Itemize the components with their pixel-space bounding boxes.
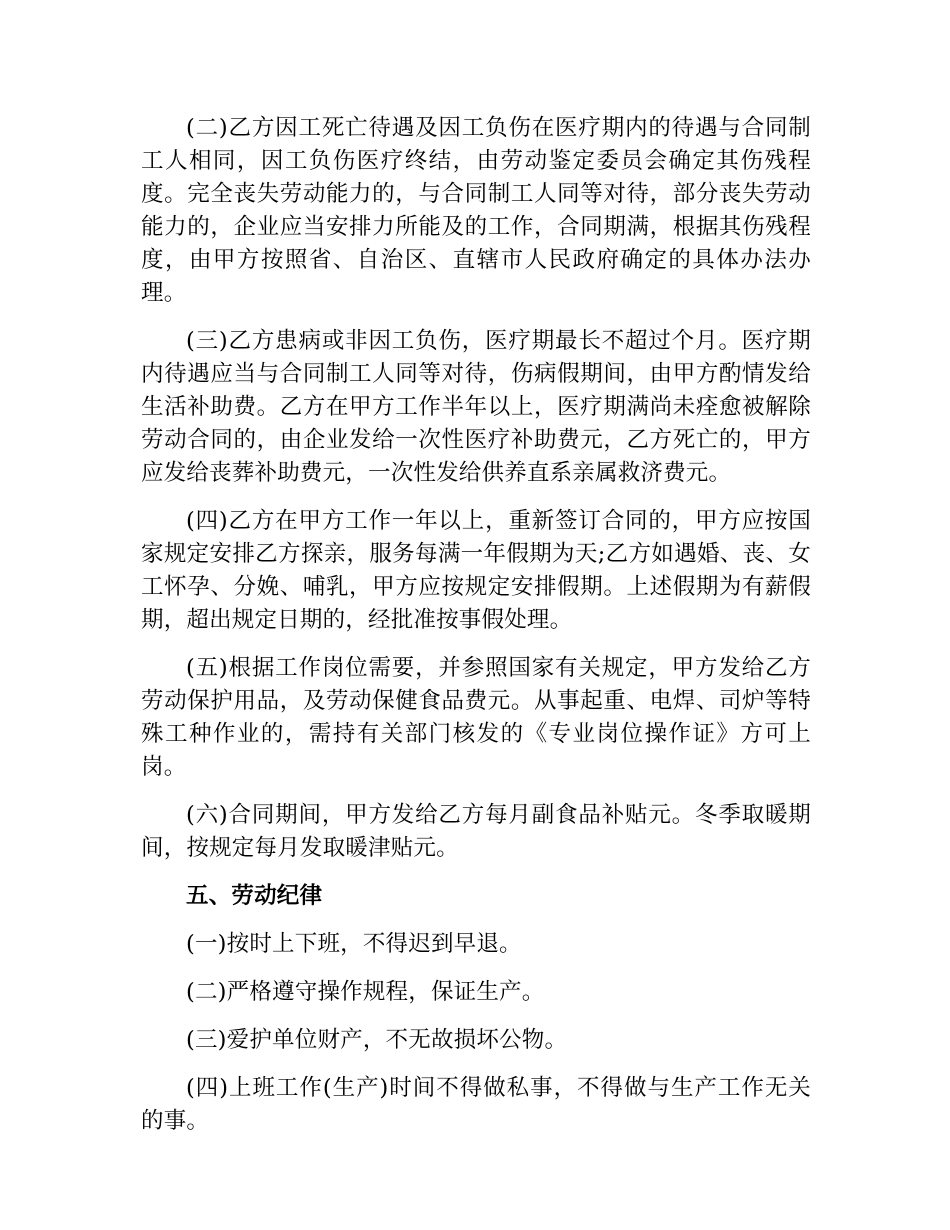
discipline-item: (四)上班工作(生产)时间不得做私事，不得做与生产工作无关的事。 [141,1075,811,1134]
paragraph-injury-death-benefits: (二)乙方因工死亡待遇及因工负伤在医疗期内的待遇与合同制工人相同，因工负伤医疗终结，由劳动鉴定委员会确定其伤残程度。完全丧失劳动能力的，与合同制工人同等对待，部分丧失劳动能力的，企业应当安排力所能及的工作，合同期满，根据其伤残程度，由甲方按照省、自治区、直辖市人民政府确定的具体办法办理。 [141,115,811,306]
section-heading-labor-discipline: 五、劳动纪律 [186,883,323,909]
document-body [141,112,811,1153]
paragraph-subsidies: (六)合同期间，甲方发给乙方每月副食品补贴元。冬季取暖期间，按规定每月发取暖津贴元。 [141,802,811,861]
discipline-item: (三)爱护单位财产，不无故损坏公物。 [186,1027,568,1053]
paragraph-home-leave: (四)乙方在甲方工作一年以上，重新签订合同的，甲方应按国家规定安排乙方探亲，服务每满一年假期为天;乙方如遇婚、丧、女工怀孕、分娩、哺乳，甲方应按规定安排假期。上述假期为有薪假期，超出规定日期的，经批准按事假处理。 [141,508,811,633]
paragraph-labor-protection: (五)根据工作岗位需要，并参照国家有关规定，甲方发给乙方劳动保护用品，及劳动保健食品费元。从事起重、电焊、司炉等特殊工种作业的，需持有关部门核发的《专业岗位操作证》方可上岗。 [141,655,811,780]
paragraph-illness-medical-period: (三)乙方患病或非因工负伤，医疗期最长不超过个月。医疗期内待遇应当与合同制工人同等对待，伤病假期间，由甲方酌情发给生活补助费。乙方在甲方工作半年以上，医疗期满尚未痊愈被解除劳动合同的，由企业发给一次性医疗补助费元，乙方死亡的，甲方应发给丧葬补助费元，一次性发给供养直系亲属救济费元。 [141,328,811,486]
discipline-item: (二)严格遵守操作规程，保证生产。 [186,979,545,1005]
discipline-item: (一)按时上下班，不得迟到早退。 [186,931,522,957]
